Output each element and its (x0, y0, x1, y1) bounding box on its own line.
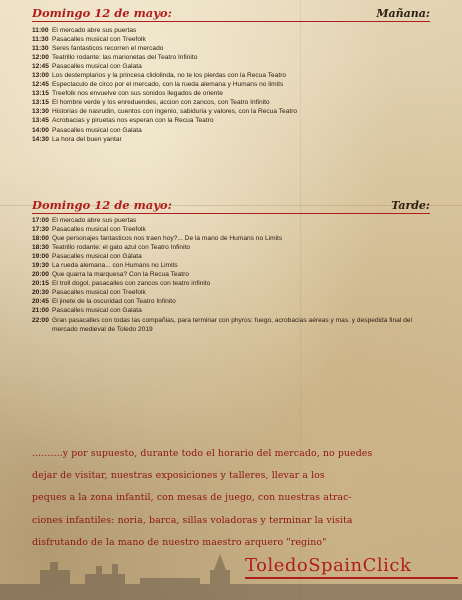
schedule-activity: El troll dogol, pasacalles con zancos con teatro infinito (52, 280, 211, 288)
schedule-time: 14:00 (32, 126, 49, 134)
afternoon-day-title: Domingo 12 de mayo: (32, 198, 172, 212)
schedule-item (32, 243, 412, 252)
closing-line: ciones infantiles: noria, barca, sillas voladoras y terminar la visita (32, 514, 353, 526)
schedule-time: 11:00 (32, 27, 49, 34)
schedule-activity: Acrobacias y piruetas nos esperan con la Recua Teatro (52, 117, 214, 125)
logo-underline (245, 577, 458, 579)
closing-paragraph (32, 443, 432, 554)
schedule-item (32, 89, 412, 98)
afternoon-schedule (32, 216, 412, 334)
schedule-time: 19:00 (32, 253, 49, 261)
closing-line: peques a la zona infantil, con mesas de juego, con nuestras atrac- (32, 492, 352, 504)
schedule-activity: Pasacalles musical con Gálata (52, 253, 142, 261)
schedule-activity: Pasacalles musical con Galata (52, 307, 142, 315)
schedule-time: 12:00 (32, 54, 49, 62)
schedule-item (32, 98, 412, 107)
schedule-time: 12:45 (32, 81, 49, 89)
schedule-activity: Pasacalles musical con Galata (52, 63, 142, 71)
schedule-time: 18:30 (32, 244, 49, 252)
schedule-item (32, 316, 412, 334)
schedule-item (32, 270, 412, 279)
schedule-activity: Treefolk nos envuelve con sus sonidos llegados de oriente (52, 90, 223, 98)
afternoon-divider (32, 213, 430, 214)
schedule-time: 20:00 (32, 271, 49, 279)
schedule-activity: El jinete de la oscuridad con Teatro Infinito (52, 298, 176, 306)
schedule-item (32, 107, 412, 116)
schedule-activity: Seres fantasticos recorren el mercado (52, 45, 164, 53)
schedule-activity: El mercado abre sus puertas (52, 27, 137, 34)
schedule-time: 13:00 (32, 72, 49, 80)
closing-line: dejar de visitar, nuestras exposiciones y talleres, llevar a los (32, 470, 325, 482)
schedule-item (32, 71, 412, 80)
morning-part-label: Mañana: (376, 7, 430, 20)
toledospainclick-logo (229, 555, 462, 583)
schedule-time: 13:45 (32, 117, 49, 125)
schedule-item (32, 80, 412, 89)
schedule-time: 13:15 (32, 99, 49, 107)
schedule-item (32, 35, 412, 44)
morning-day-title: Domingo 12 de mayo: (32, 6, 172, 20)
schedule-item (32, 261, 412, 270)
schedule-activity: Teatrillo rodante: el gato azul con Teatro Infinito (52, 244, 191, 252)
schedule-item (32, 126, 412, 135)
schedule-time: 19:30 (32, 262, 49, 270)
schedule-item (32, 44, 412, 53)
schedule-item (32, 116, 412, 125)
schedule-activity: Espectaculo de circo por el mercado, con la rueda alemana y Humans no limits (52, 81, 284, 89)
schedule-item (32, 252, 412, 261)
schedule-activity: El hombre verde y los enreduendes, accion con zancos, con Teatro Infinito (52, 99, 270, 107)
schedule-item (32, 234, 412, 243)
schedule-item (32, 225, 412, 234)
schedule-item (32, 135, 412, 144)
schedule-time: 17:30 (32, 226, 49, 234)
schedule-time: 20:30 (32, 289, 49, 297)
schedule-time: 18:00 (32, 235, 49, 243)
schedule-activity: Teatrillo rodante: las marionetas del Teatro Infinito (52, 54, 198, 62)
schedule-time: 21:00 (32, 307, 49, 315)
schedule-item (32, 53, 412, 62)
brand-name: ToledoSpainClick (245, 555, 412, 576)
schedule-time: 20:45 (32, 298, 49, 306)
schedule-activity: Pasacalles musical con Treefolk (52, 289, 146, 297)
morning-header (32, 4, 430, 22)
schedule-activity: Pasacalles musical con Galata (52, 126, 142, 134)
schedule-item (32, 288, 412, 297)
schedule-item (32, 62, 412, 71)
schedule-time: 13:15 (32, 90, 49, 98)
afternoon-part-label: Tarde: (391, 199, 430, 212)
schedule-time: 11:30 (32, 45, 49, 53)
schedule-activity: Pasacalles musical con Treefolk (52, 226, 146, 234)
schedule-item (32, 297, 412, 306)
morning-schedule (32, 26, 412, 144)
schedule-activity: La rueda alemana... con Humans no Limits (52, 262, 178, 270)
schedule-time: 20:15 (32, 280, 49, 288)
schedule-activity: Que quarra la marquesa? Con la Recua Teatro (52, 271, 189, 279)
schedule-time: 13:30 (32, 108, 49, 116)
schedule-activity: La hora del buen yantar (52, 135, 122, 143)
schedule-time: 14:30 (32, 135, 49, 143)
schedule-time: 22:00 (32, 316, 49, 324)
schedule-activity: Que personajes fantasticos nos traen hoy?... De la mano de Humans no Limits (52, 235, 283, 243)
schedule-time: 12:45 (32, 63, 49, 71)
schedule-activity: Historias de nasrudin, cuentos con ingenio, sabiduria y valores, con la Recua Teatro (52, 108, 298, 116)
schedule-item (32, 216, 412, 225)
schedule-item (32, 26, 412, 35)
schedule-item (32, 279, 412, 288)
schedule-item (32, 306, 412, 315)
closing-line: disfrutando de la mano de nuestro maestro arquero "regino" (32, 536, 327, 548)
afternoon-header (32, 196, 430, 214)
schedule-activity: Gran pasacalles con todas las compañias, para terminar con phyros: fuego, acrobacias aéreas y mas. y despedida final del mercado medieval de Toledo 2019 (52, 316, 412, 333)
schedule-time: 17:00 (32, 217, 49, 224)
schedule-activity: Los destemplarios y la princesa clidolinda, no te los pierdas con la Recua Teatro (52, 72, 287, 80)
morning-divider (32, 21, 430, 22)
schedule-activity: Pasacalles musical con Treefolk (52, 36, 146, 44)
schedule-time: 11:30 (32, 36, 49, 44)
closing-line: ..........y por supuesto, durante todo el horario del mercado, no puedes (32, 448, 373, 459)
schedule-activity: El mercado abre sus puertas (52, 217, 137, 224)
